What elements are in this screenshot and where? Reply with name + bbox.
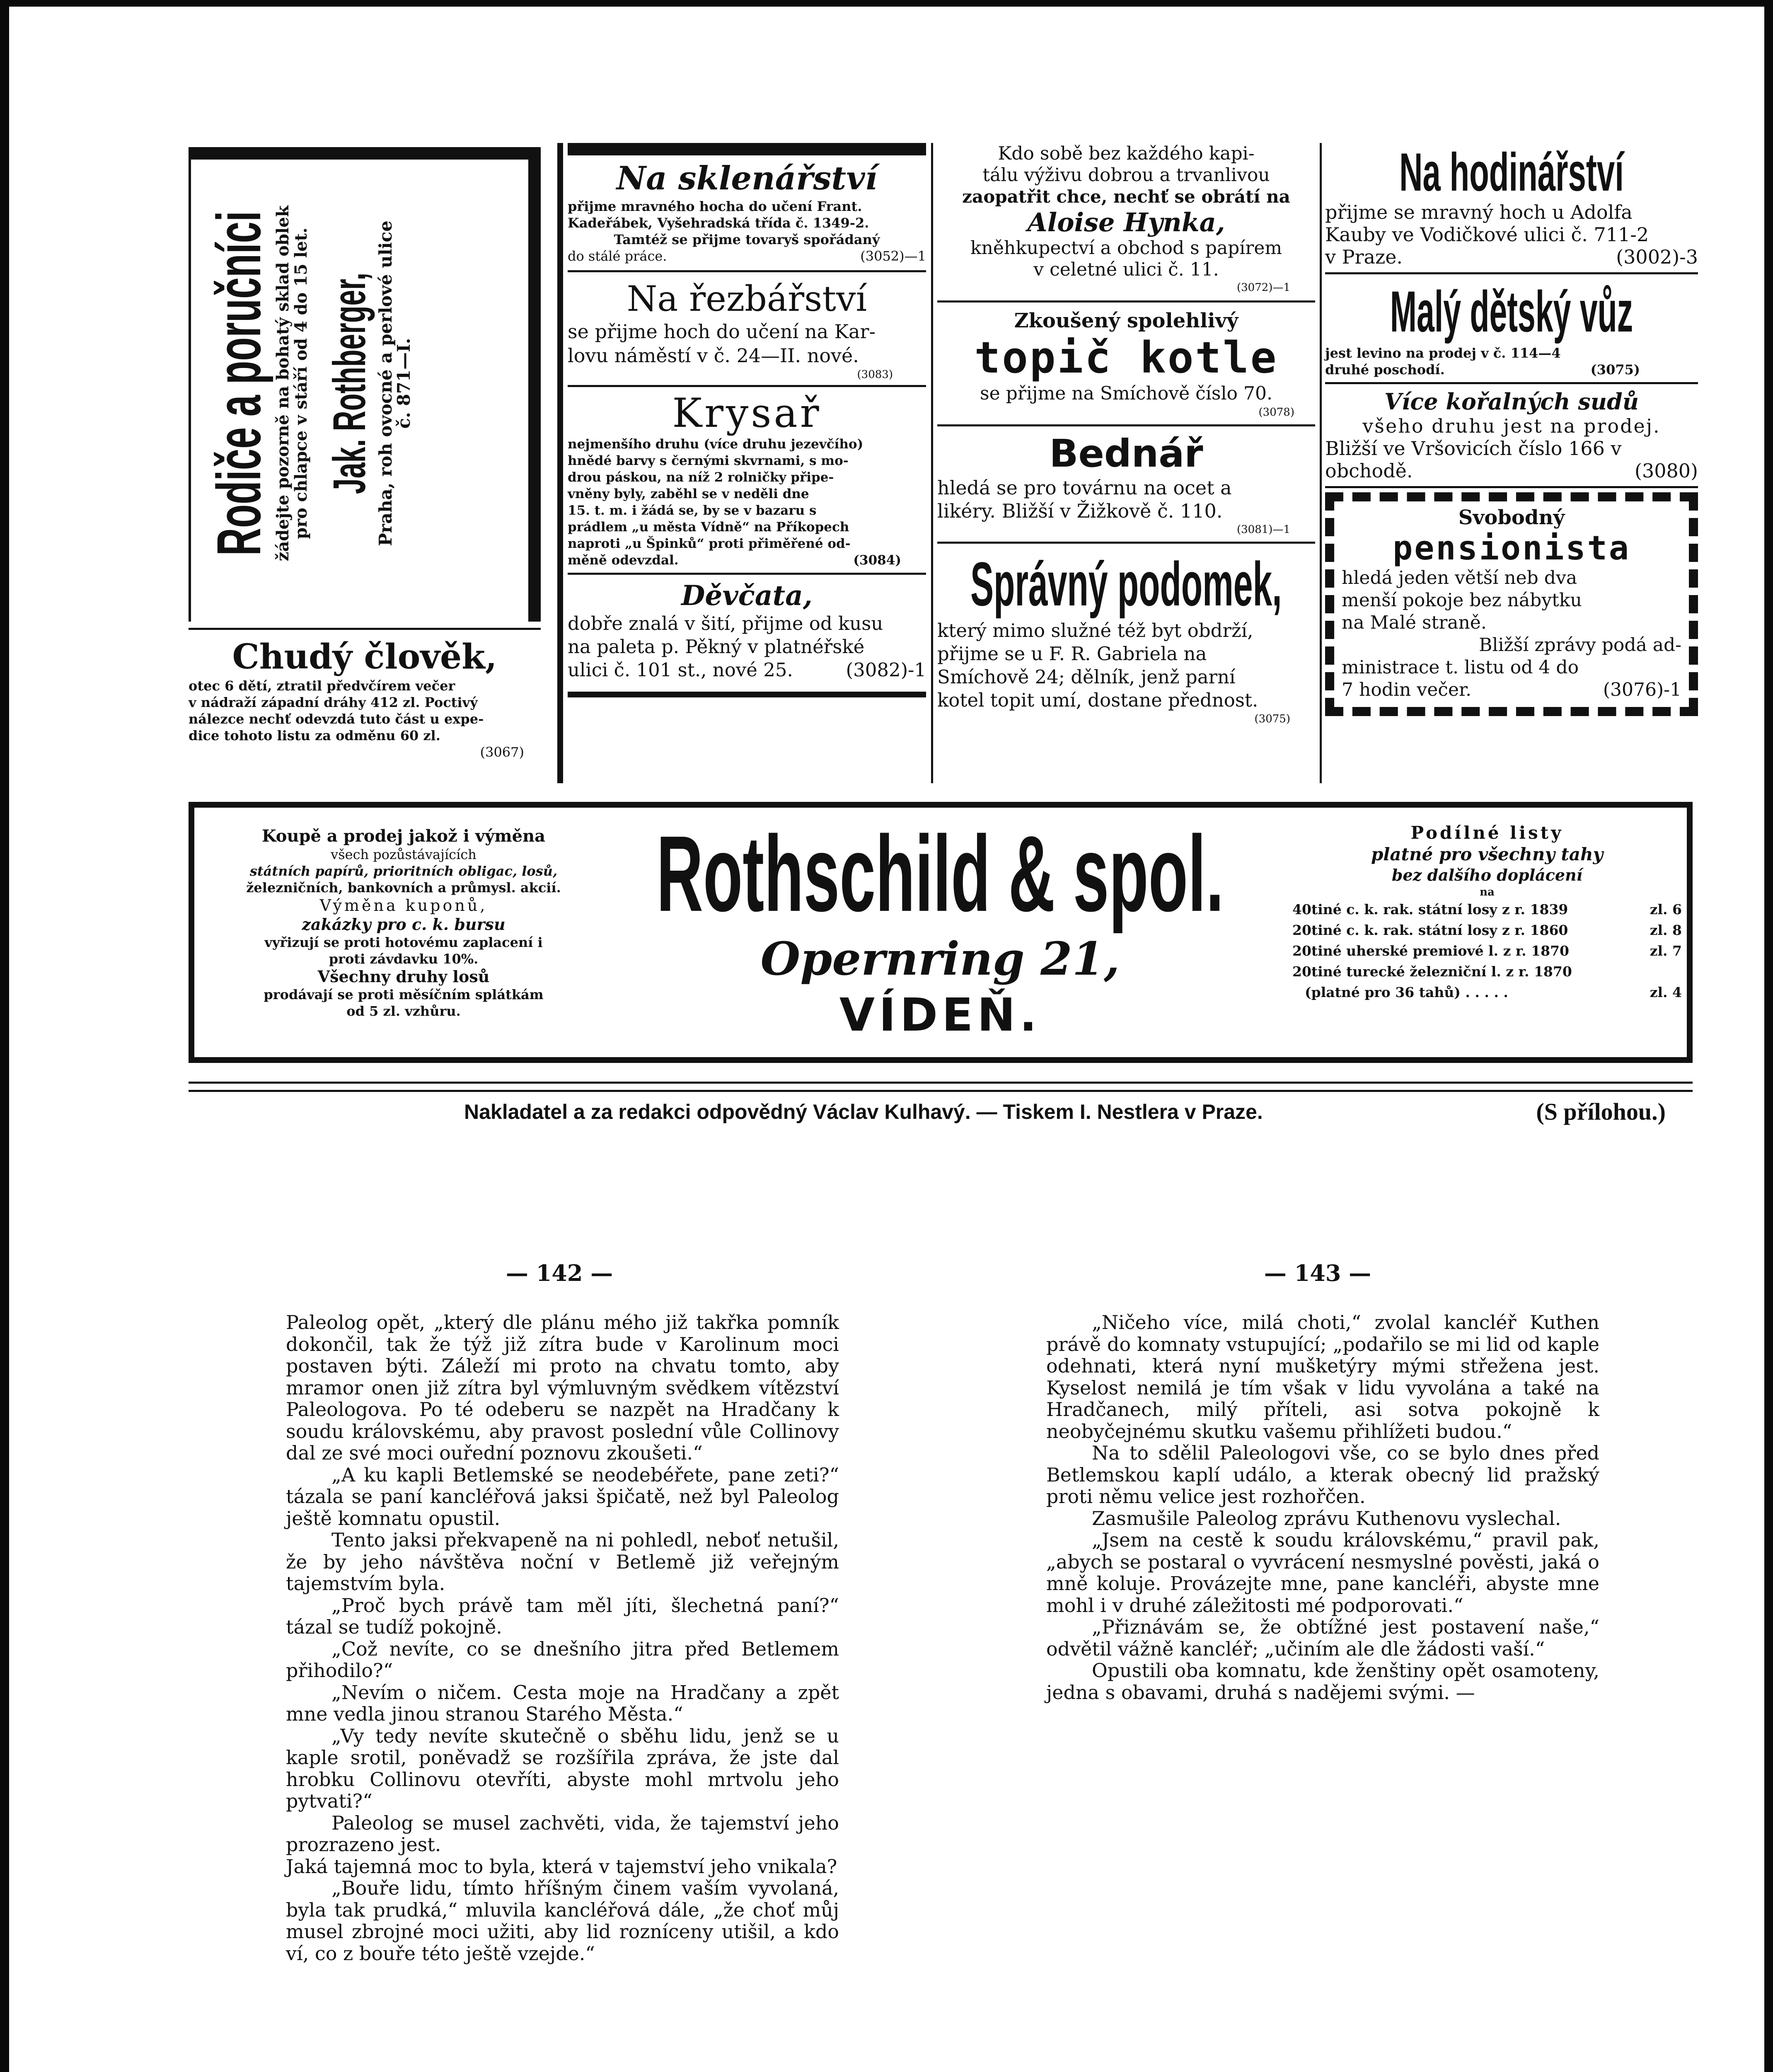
column-rule-1 bbox=[557, 143, 563, 783]
ad-devcata-l3: ulici č. 101 st., nové 25. bbox=[568, 659, 793, 681]
scan-border-left bbox=[0, 0, 9, 2072]
column-rule-3 bbox=[1320, 143, 1322, 783]
ad-krysar-l1: nejmenšího druhu (více druhu jezevčího) bbox=[568, 437, 864, 452]
ad-podomek-title: Správný podomek, bbox=[970, 549, 1282, 619]
banner-left-l2: všech pozůstávajících bbox=[331, 847, 477, 862]
story-paragraph: „Jsem na cestě k soudu královskému,“ pravil pak, „abych se postaral o vyvrácení nesmyslné pověsti, jaká o mně koluje. Provázejte mne, pane kancléři, abyste mne mohl i v druhé záležitosti mé podporovati.“ bbox=[1046, 1529, 1599, 1617]
ad-hodinar-l1: přijme se mravný hoch u Adolfa bbox=[1325, 201, 1633, 223]
story-paragraph: „Přiznávám se, že obtížné jest postavení naše,“ odvětil vážně kancléř; „učiním ale dle žádosti vaší.“ bbox=[1046, 1616, 1599, 1660]
story-paragraph: „Což nevíte, co se dnešního jitra před Betlemem přihodilo?“ bbox=[286, 1637, 839, 1682]
ad-chudy-line1: otec 6 dětí, ztratil předvčírem večer bbox=[189, 678, 455, 694]
ad-devcata-title: Děvčata, bbox=[681, 579, 813, 612]
scan-border-top bbox=[0, 0, 1773, 7]
ad-pensionista-code: (3076)-1 bbox=[1603, 679, 1681, 700]
banner-right-row-text: (platné pro 36 tahů) . . . . . bbox=[1305, 984, 1508, 1000]
banner-left-l7: vyřizují se proti hotovému zaplacení i bbox=[264, 934, 543, 950]
ad-devcata-l2: na paleta p. Pěkný v platnéřské bbox=[568, 636, 865, 658]
ad-rodice-addr2: č. 871—I. bbox=[394, 338, 414, 429]
story-paragraph: Opustili oba komnatu, kde ženštiny opět osamoteny, jedna s obavami, druhá s nadějemi svými. — bbox=[1046, 1659, 1599, 1704]
ad-devcata-code: (3082)-1 bbox=[846, 659, 926, 681]
story-paragraph: Jaká tajemná moc to byla, která v tajemství jeho vnikala? bbox=[286, 1855, 837, 1878]
story-left-column bbox=[286, 1312, 839, 1964]
ad-chudy-line2: v nádraží západní dráhy 412 zl. Poctivý bbox=[189, 695, 478, 710]
ad-sudy-l2: Bližší ve Vršovicích číslo 166 v bbox=[1325, 437, 1622, 460]
banner-right-row-text: 20tiné uherské premiové l. z r. 1870 bbox=[1292, 943, 1569, 959]
ad-krysar-l2: hnědé barvy s černými skvrnami, s mo- bbox=[568, 453, 849, 468]
banner-left-l8: proti závdavku 10%. bbox=[329, 951, 479, 967]
ad-bednar-title: Bednář bbox=[1049, 431, 1203, 476]
banner-right bbox=[1292, 822, 1682, 1003]
ad-sklenar-line3: Tamtéž se přijme tovaryš spořádaný bbox=[614, 232, 880, 247]
banner-right-row-price: zl. 8 bbox=[1650, 922, 1682, 938]
column-3 bbox=[937, 143, 1315, 726]
ad-rezbar-line1: se přijme hoch do učení na Kar- bbox=[568, 320, 876, 343]
ad-hynek-l5: v celetné ulici č. 11. bbox=[1033, 259, 1219, 280]
ad-topic-l1: Zkoušený spolehlivý bbox=[1014, 309, 1238, 332]
ad-hynek-name: Aloise Hynka, bbox=[1027, 207, 1225, 237]
ad-pensionista-l1: Svobodný bbox=[1458, 506, 1565, 529]
banner-right-l3: bez dalšího doplácení bbox=[1391, 866, 1583, 884]
ad-hynek-l1: Kdo sobě bez každého kapi- bbox=[998, 143, 1255, 164]
scan-border-right bbox=[1764, 0, 1773, 2072]
ad-bednar-l2: likéry. Bližší v Žižkově č. 110. bbox=[937, 500, 1223, 522]
banner-left-l5: Výměna kuponů, bbox=[319, 896, 488, 915]
ad-pensionista-l7: 7 hodin večer. bbox=[1342, 679, 1472, 700]
banner-left-l10: prodávají se proti měsíčním splátkám bbox=[264, 987, 544, 1002]
ad-devcata-l1: dobře znalá v šití, přijme od kusu bbox=[568, 612, 883, 634]
ad-vuz-l1: jest levino na prodej v č. 114—4 bbox=[1325, 345, 1561, 361]
banner-left-l11: od 5 zl. vzhůru. bbox=[346, 1003, 461, 1019]
ad-podomek-l3: Smíchově 24; dělník, jenž parní bbox=[937, 666, 1236, 688]
ad-sudy-l3: obchodě. bbox=[1325, 460, 1413, 482]
story-paragraph: „Bouře lidu, tímto hříšným činem vaším vyvolaná, byla tak prudká,“ mluvila kancléřová dále, „že choť můj musel zbrojné moci užiti, aby lid rozníceny utišil, a kdo ví, co z bouře této ještě vzejde.“ bbox=[286, 1877, 839, 1965]
story-right-column bbox=[1046, 1312, 1599, 1703]
ad-krysar-l8: měně odevzdal. bbox=[568, 553, 679, 568]
banner-right-row-text: 20tiné turecké železniční l. z r. 1870 bbox=[1292, 963, 1572, 980]
ad-krysar-title: Krysař bbox=[672, 390, 822, 436]
ad-pensionista-l2: hledá jeden větší neb dva bbox=[1342, 567, 1577, 588]
ad-bednar-code: (3081)—1 bbox=[1237, 523, 1290, 536]
ad-sklenar-title: Na sklenářství bbox=[616, 160, 878, 197]
ad-topic-code: (3078) bbox=[1258, 406, 1294, 419]
ad-pensionista-l3: menší pokoje bez nábytku bbox=[1342, 590, 1582, 611]
ad-sklenar-line2: Kadeřábek, Vyšehradská třída č. 1349-2. bbox=[568, 215, 869, 231]
ad-krysar-code: (3084) bbox=[853, 553, 901, 568]
banner-right-row-price: zl. 4 bbox=[1650, 984, 1682, 1000]
ad-chudy-line3: nálezce nechť odevzdá tuto část u expe- bbox=[189, 711, 484, 727]
ad-chudy-title: Chudý člověk, bbox=[232, 637, 497, 677]
story-paragraph: Paleolog opět, „který dle plánu mého již takřka pomník dokončil, tak že týž již zítra bude v Karolinum moci postaven býti. Záleží mi proto na chvatu tomto, aby mramor onen již zítra byl výmluvným svědkem vítězství Paleologova. Po té odeberu se nazpět na Hradčany k soudu královskému, aby pravost poslední vůle Collinovy dal ze své moci ouřední poznovu zkoušeti.“ bbox=[286, 1311, 839, 1464]
banner-left-l1: Koupě a prodej jakož i výměna bbox=[261, 826, 546, 846]
ad-rezbar-title: Na řezbářství bbox=[626, 278, 867, 319]
ad-krysar-l6: prádlem „u města Vídně“ na Příkopech bbox=[568, 520, 849, 535]
banner-left-l4: železničních, bankovních a průmysl. akcií. bbox=[246, 880, 561, 896]
ad-hodinar-l3: v Praze. bbox=[1325, 246, 1403, 268]
story-paragraph: „Nevím o ničem. Cesta moje na Hradčany a zpět mne vedla jinou stranou Starého Města.“ bbox=[286, 1681, 839, 1725]
story-paragraph: Na to sdělil Paleologovi vše, co se bylo dnes před Betlemskou kaplí událo, a kterak obecný lid pražský proti němu velice jest rozhořčen. bbox=[1046, 1442, 1599, 1508]
ad-krysar-l5: 15. t. m. i žádá se, by se v bazaru s bbox=[568, 503, 817, 518]
ad-topic-l2: se přijme na Smíchově číslo 70. bbox=[980, 383, 1272, 404]
imprint-text: Nakladatel a za redakci odpovědný Václav Kulhavý. — Tiskem I. Nestlera v Praze. bbox=[464, 1100, 1263, 1123]
ad-sudy-l1: všeho druhu jest na prodej. bbox=[1362, 415, 1661, 437]
rule-double bbox=[189, 1082, 1693, 1084]
banner-left-l3: státních papírů, prioritních obligac, losů, bbox=[249, 863, 558, 879]
column-2 bbox=[568, 143, 926, 697]
ad-rodice-title: Rodiče a poručníci bbox=[204, 211, 273, 556]
banner-right-row-text: 40tiné c. k. rak. státní losy z r. 1839 bbox=[1292, 901, 1568, 917]
ad-rezbar-code: (3083) bbox=[857, 368, 893, 381]
ad-chudy bbox=[189, 636, 541, 760]
banner-right-l1: Podílné listy bbox=[1410, 823, 1564, 843]
rule-double bbox=[189, 1090, 1693, 1092]
banner-firm: Rothschild & spol. bbox=[656, 814, 1224, 934]
banner-right-l2: platné pro všechny tahy bbox=[1371, 844, 1603, 864]
ad-hynek-code: (3072)—1 bbox=[1237, 281, 1290, 294]
ad-bednar-l1: hledá se pro továrnu na ocet a bbox=[937, 477, 1232, 499]
ad-rodice-firm: Jak. Rothberger, bbox=[324, 272, 375, 494]
ad-pensionista-l5: Bližší zprávy podá ad- bbox=[1479, 634, 1681, 656]
banner-right-row-text: 20tiné c. k. rak. státní losy z r. 1860 bbox=[1292, 922, 1568, 938]
ad-vuz-code: (3075) bbox=[1590, 362, 1640, 378]
ad-hodinar-code: (3002)-3 bbox=[1616, 246, 1698, 268]
story-paragraph: „Proč bych právě tam měl jíti, šlechetná paní?“ tázal se tudíž pokojně. bbox=[286, 1594, 839, 1638]
rule bbox=[189, 628, 541, 630]
ad-hynek-l3: zaopatřit chce, nechť se obrátí na bbox=[962, 186, 1290, 207]
ad-chudy-line4: dice tohoto listu za odměnu 60 zl. bbox=[189, 728, 440, 743]
story-paragraph: „Vy tedy nevíte skutečně o sběhu lidu, jenž se u kaple srotil, poněvadž se rozšířila zpráva, že jste dal hrobku Collinovu otevříti, abyste mohl mrtvolu jeho pytvati?“ bbox=[286, 1724, 839, 1812]
ad-podomek-l2: přijme se u F. R. Gabriela na bbox=[937, 643, 1207, 665]
ad-pensionista-box bbox=[1325, 492, 1698, 716]
ad-pensionista-l6: ministrace t. listu od 4 do bbox=[1342, 657, 1579, 678]
banner-street: Opernring 21, bbox=[760, 932, 1120, 985]
column-4 bbox=[1325, 143, 1698, 716]
banner-right-row-price: zl. 7 bbox=[1650, 943, 1682, 959]
ad-rodice-box bbox=[189, 147, 541, 622]
ad-rodice-line2: pro chlapce v stáří od 4 do 15 let. bbox=[291, 228, 311, 539]
banner-right-row-price: zl. 6 bbox=[1650, 901, 1682, 917]
story-paragraph: „A ku kapli Betlemské se neodebéřete, pane zeti?“ tázala se paní kancléřová jaksi špičatě, než byl Paleolog ještě komnatu opustil. bbox=[286, 1463, 839, 1530]
ad-sklenar-line4: do stálé práce. bbox=[568, 248, 667, 264]
ad-rodice-rotated bbox=[203, 168, 518, 599]
ad-rezbar-line2: lovu náměstí v č. 24—II. nové. bbox=[568, 344, 859, 367]
ad-krysar-l3: drou páskou, na níž 2 rolničky připe- bbox=[568, 470, 834, 485]
banner-center bbox=[609, 816, 1272, 1044]
ad-hodinar-title: Na hodinářství bbox=[1399, 142, 1624, 202]
story-paragraph: Tento jaksi překvapeně na ni pohledl, neboť netušil, že by jeho návštěva noční v Betlemě již veřejným tajemstvím byla. bbox=[286, 1529, 839, 1595]
banner-city: VÍDEŇ. bbox=[839, 988, 1041, 1041]
ad-hynek-l2: tálu výživu dobrou a trvanlivou bbox=[982, 165, 1270, 186]
imprint-supplement: (S přílohou.) bbox=[1536, 1098, 1666, 1125]
ad-krysar-l4: vněny byly, zaběhl se v neděli dne bbox=[568, 487, 809, 501]
ad-rodice-line1: žádejte pozorně na bohatý sklad oblek bbox=[273, 205, 293, 562]
ad-rodice-addr1: Praha, roh ovocné a perlové ulice bbox=[375, 220, 396, 546]
page-number-right: — 143 — bbox=[1264, 1260, 1371, 1286]
ad-sudy-code: (3080) bbox=[1635, 460, 1698, 482]
ad-podomek-l1: který mimo služné též byt obdrží, bbox=[937, 620, 1253, 641]
banner-right-l4: na bbox=[1480, 886, 1495, 898]
banner-left-l9: Všechny druhy losů bbox=[317, 967, 490, 986]
ad-hodinar-l2: Kauby ve Vodičkové ulici č. 711-2 bbox=[1325, 223, 1649, 246]
story-paragraph: Paleolog se musel zachvěti, vida, že tajemství jeho prozrazeno jest. bbox=[286, 1811, 839, 1856]
ad-pensionista-title: pensionista bbox=[1393, 529, 1630, 567]
ad-vuz-l2: druhé poschodí. bbox=[1325, 362, 1445, 378]
story-paragraph: Zasmušile Paleolog zprávu Kuthenovu vyslechal. bbox=[1092, 1507, 1561, 1530]
imprint bbox=[464, 1097, 1691, 1126]
ad-sudy-title: Více kořalných sudů bbox=[1384, 388, 1639, 415]
banner-left-l6: zakázky pro c. k. bursu bbox=[302, 915, 506, 934]
column-rule-2 bbox=[931, 143, 933, 783]
story-paragraph: „Ničeho více, milá choti,“ zvolal kancléř Kuthen právě do komnaty vstupující; „podařilo se mi lid od kaple odehnati, která nyní mušketýry mými střežena jest. Kyselost nemilá je tím však v lidu vyvolána a také na Hradčanech, milý příteli, asi sotva pokojně k neobyčejnému skutku vašemu přihlížeti budou.“ bbox=[1046, 1311, 1599, 1443]
ad-hynek-l4: kněhkupectví a obchod s papírem bbox=[970, 237, 1282, 259]
banner-rothschild bbox=[189, 802, 1693, 1063]
ad-sklenar-code: (3052)—1 bbox=[860, 248, 926, 264]
ad-podomek-code: (3075) bbox=[1254, 713, 1290, 725]
ad-chudy-code: (3067) bbox=[480, 744, 524, 760]
ad-vuz-title: Malý dětský vůz bbox=[1390, 279, 1633, 344]
ad-podomek-l4: kotel topit umí, dostane přednost. bbox=[937, 689, 1258, 711]
ad-sklenar-line1: přijme mravného hocha do učení Frant. bbox=[568, 198, 862, 214]
page-number-left: — 142 — bbox=[506, 1260, 613, 1286]
ad-topic-title: topič kotle bbox=[974, 332, 1278, 383]
ad-pensionista-l4: na Malé straně. bbox=[1342, 612, 1487, 633]
ad-krysar-l7: naproti „u Špinků“ proti přiměřené od- bbox=[568, 536, 851, 551]
